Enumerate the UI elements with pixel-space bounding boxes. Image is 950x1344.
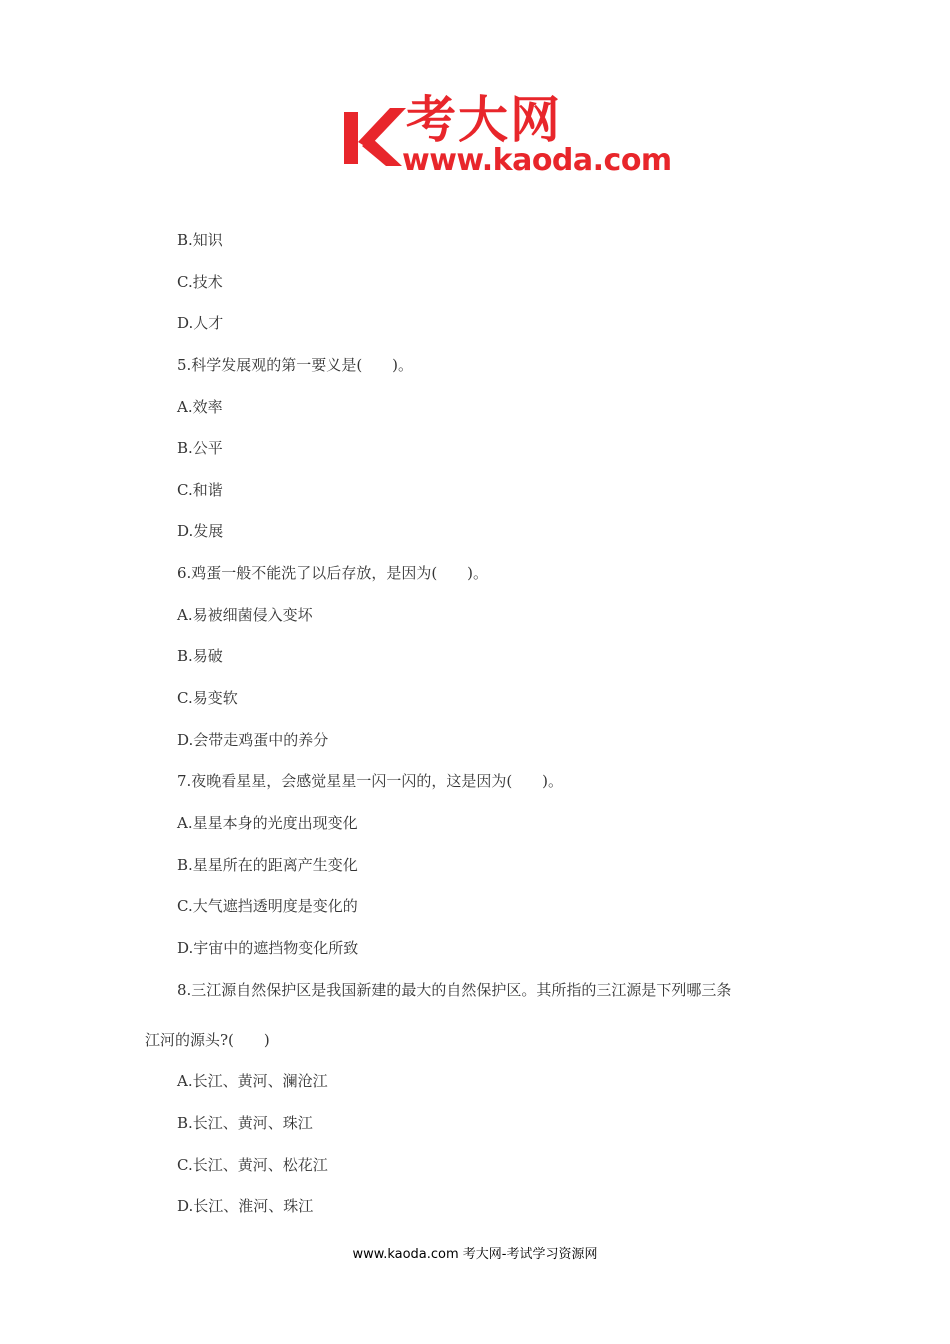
q7-option-d: D.宇宙中的遮挡物变化所致 — [177, 939, 359, 957]
q7-option-b: B.星星所在的距离产生变化 — [177, 856, 358, 874]
q5-option-d: D.发展 — [177, 522, 224, 540]
page-footer: www.kaoda.com 考大网-考试学习资源网 — [352, 1247, 598, 1262]
q8-option-d: D.长江、淮河、珠江 — [177, 1197, 314, 1215]
q5-option-b: B.公平 — [177, 439, 223, 457]
option-c-technology: C.技术 — [177, 273, 223, 291]
q6-option-a: A.易被细菌侵入变坏 — [177, 606, 313, 624]
question-8: 8.三江源自然保护区是我国新建的最大的自然保护区。其所指的三江源是下列哪三条 — [177, 981, 732, 999]
q7-option-a: A.星星本身的光度出现变化 — [177, 814, 358, 832]
option-b-knowledge: B.知识 — [177, 231, 223, 249]
logo-url-text: www.kaoda.com — [402, 143, 672, 178]
q6-option-b: B.易破 — [177, 647, 223, 665]
q7-option-c: C.大气遮挡透明度是变化的 — [177, 897, 358, 915]
logo-brand-text: 考大网 — [406, 91, 562, 149]
q8-option-c: C.长江、黄河、松花江 — [177, 1156, 328, 1174]
q5-option-a: A.效率 — [177, 398, 223, 416]
question-7: 7.夜晚看星星，会感觉星星一闪一闪的，这是因为( )。 — [177, 772, 564, 790]
question-8-continued: 江河的源头?( ) — [145, 1031, 270, 1049]
q8-option-b: B.长江、黄河、珠江 — [177, 1114, 313, 1132]
question-6: 6.鸡蛋一般不能洗了以后存放，是因为( )。 — [177, 564, 489, 582]
q5-option-c: C.和谐 — [177, 481, 223, 499]
option-d-talent: D.人才 — [177, 314, 224, 332]
q8-option-a: A.长江、黄河、澜沧江 — [177, 1072, 328, 1090]
q6-option-d: D.会带走鸡蛋中的养分 — [177, 731, 329, 749]
question-5: 5.科学发展观的第一要义是( )。 — [177, 356, 414, 374]
kaoda-logo — [340, 91, 672, 184]
q6-option-c: C.易变软 — [177, 689, 238, 707]
kaoda-k-logo-icon — [340, 102, 410, 172]
